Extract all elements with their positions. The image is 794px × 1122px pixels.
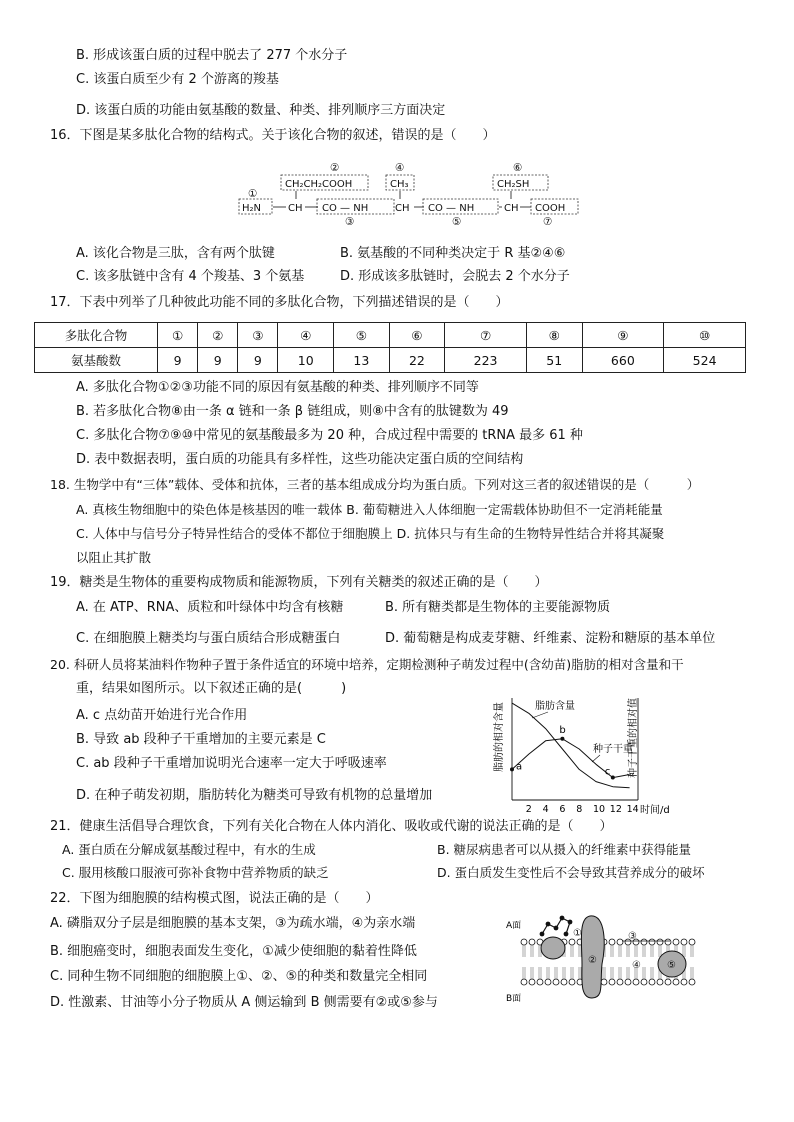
table-cell: 223 [445,348,527,373]
alpha-carbon-1: CH [288,203,303,214]
phospholipid-tail [691,945,693,957]
x-tick-label: 2 [525,804,532,815]
phospholipid-tail [523,945,525,957]
table-cell: ① [158,323,198,348]
membrane-label-5: ⑤ [667,960,676,971]
phospholipid-tail [547,967,549,979]
phospholipid-head [641,979,647,985]
label-5: ⑤ [452,216,462,228]
phospholipid-tail [563,967,565,979]
q18-options-ab: A. 真核生物细胞中的染色体是核基因的唯一载体 B. 葡萄糖进入人体细胞一定需载体协助但不一定消耗能量 [76,502,663,517]
peptide-bond-1: CO — NH [322,203,369,214]
phospholipid-head [601,979,607,985]
label-2: ② [330,162,340,174]
q21-option-b: B. 糖尿病患者可以从摄入的纤维素中获得能量 [437,842,692,857]
phospholipid-tail [683,945,685,957]
q21-stem: 21．健康生活倡导合理饮食，下列有关化合物在人体内消化、吸收或代谢的说法正确的是（ ） [50,819,613,834]
q20-option-a: A. c 点幼苗开始进行光合作用 [76,708,248,723]
phospholipid-head [649,979,655,985]
phospholipid-tail [539,967,541,979]
q22-option-d: D. 性激素、甘油等小分子物质从 A 侧运输到 B 侧需要有②或⑤参与 [50,995,438,1010]
x-tick-label: 4 [542,804,549,815]
table-row [35,348,746,373]
table-header-cell: 多肽化合物 [35,323,158,348]
table-cell: ⑦ [445,323,527,348]
phospholipid-head [529,939,535,945]
phospholipid-head [657,939,663,945]
q19-stem: 19．糖类是生物体的重要构成物质和能源物质，下列有关糖类的叙述正确的是（ ） [50,575,548,590]
phospholipid-tail [651,945,653,957]
q18-options-cd: C. 人体中与信号分子特异性结合的受体不都位于细胞膜上 D. 抗体只与有生命的生物特异性结合并将其凝聚 [76,526,665,541]
table-cell: ⑤ [334,323,390,348]
r-group-4: CH₃ [390,179,409,190]
amino-group: H₂N [242,203,262,214]
point-label-a: a [516,761,523,773]
table-cell: 524 [664,348,746,373]
q16-option-c: C. 该多肽链中含有 4 个羧基、3 个氨基 [76,269,305,284]
table-cell: 9 [238,348,278,373]
phospholipid-tail [651,967,653,979]
q19-option-a: A. 在 ATP、RNA、质粒和叶绿体中均含有核糖 [76,600,344,615]
phospholipid-tail [643,945,645,957]
q17-option-c: C. 多肽化合物⑦⑨⑩中常见的氨基酸最多为 20 种，合成过程中需要的 tRNA 最多 61 种 [76,428,583,443]
phospholipid-head [673,939,679,945]
table-cell: ⑩ [664,323,746,348]
r-group-6: CH₂SH [497,179,530,190]
q21-option-a: A. 蛋白质在分解成氨基酸过程中，有水的生成 [62,842,316,857]
phospholipid-tail [523,967,525,979]
table-cell: ⑥ [389,323,445,348]
membrane-label-2: ② [588,955,597,966]
alpha-carbon-3: CH [504,203,519,214]
q19-option-d: D. 葡萄糖是构成麦芽糖、纤维素、淀粉和糖原的基本单位 [385,631,716,646]
phospholipid-head [689,979,695,985]
q15-option-b: B. 形成该蛋白质的过程中脱去了 277 个水分子 [76,48,348,63]
phospholipid-head [569,939,575,945]
phospholipid-head [569,979,575,985]
phospholipid-tail [571,967,573,979]
chart-y-label-right: 种子干重的相对值 [628,698,639,778]
q22-stem: 22．下图为细胞膜的结构模式图，说法正确的是（ ） [50,891,379,906]
q21-option-c: C. 服用核酸口服液可弥补食物中营养物质的缺乏 [62,865,329,880]
q22-option-b: B. 细胞癌变时，细胞表面发生变化，①减少使细胞的黏着性降低 [50,944,417,959]
polypeptide-table [34,322,746,373]
q20-option-c: C. ab 段种子干重增加说明光合速率一定大于呼吸速率 [76,756,387,771]
x-tick-label: 8 [576,804,583,815]
phospholipid-head [553,979,559,985]
phospholipid-head [617,939,623,945]
x-tick-label: 6 [559,804,566,815]
membrane-label-4: ④ [632,960,641,971]
q18-option-d-cont: 以阻止其扩散 [76,550,152,565]
series-label-dry-weight: 种子干重 [593,744,633,755]
phospholipid-tail [531,945,533,957]
q17-stem: 17．下表中列举了几种彼此功能不同的多肽化合物，下列描述错误的是（ ） [50,295,509,310]
phospholipid-tail [579,945,581,957]
side-b-label: B面 [506,994,522,1004]
table-cell: 51 [526,348,582,373]
phospholipid-tail [611,967,613,979]
phospholipid-head [665,979,671,985]
q17-option-d: D. 表中数据表明，蛋白质的功能具有多样性，这些功能决定蛋白质的空间结构 [76,452,524,467]
label-3: ③ [345,216,355,228]
point-label-b: b [559,724,566,736]
cell-membrane-diagram [502,906,707,1006]
phospholipid-head [681,939,687,945]
phospholipid-head [521,979,527,985]
table-cell: ③ [238,323,278,348]
alpha-carbon-2: CH [395,203,410,214]
phospholipid-tail [611,945,613,957]
phospholipid-head [609,979,615,985]
q19-option-c: C. 在细胞膜上糖类均与蛋白质结合形成糖蛋白 [76,631,341,646]
table-cell: 9 [198,348,238,373]
phospholipid-tail [659,945,661,957]
q20-option-b: B. 导致 ab 段种子干重增加的主要元素是 C [76,732,326,747]
table-cell: ⑧ [526,323,582,348]
phospholipid-tail [619,945,621,957]
carboxyl-group: COOH [535,203,566,214]
point-b [560,737,564,741]
phospholipid-head [657,979,663,985]
q20-option-d: D. 在种子萌发初期，脂肪转化为糖类可导致有机物的总量增加 [76,788,433,803]
table-cell: ⑨ [582,323,664,348]
phospholipid-head [625,979,631,985]
phospholipid-head [649,939,655,945]
phospholipid-tail [635,945,637,957]
q15-option-d: D. 该蛋白质的功能由氨基酸的数量、种类、排列顺序三方面决定 [76,103,446,118]
peptide-bond-2: CO — NH [428,203,475,214]
membrane-label-1: ① [573,928,582,939]
phospholipid-head [681,979,687,985]
series-label-fat: 脂肪含量 [535,701,575,712]
phospholipid-head [537,979,543,985]
q17-option-b: B. 若多肽化合物⑧由一条 α 链和一条 β 链组成，则⑧中含有的肽键数为 49 [76,404,509,419]
phospholipid-tail [627,945,629,957]
phospholipid-head [641,939,647,945]
point-c [611,776,615,780]
peripheral-protein [541,937,565,959]
table-cell: ② [198,323,238,348]
side-a-label: A面 [506,921,522,931]
q20-stem-line2: 重，结果如图所示。以下叙述正确的是( ) [76,681,347,696]
seed-germination-chart [488,692,674,816]
q17-option-a: A. 多肽化合物①②③功能不同的原因有氨基酸的种类、排列顺序不同等 [76,380,479,395]
q22-option-c: C. 同种生物不同细胞的细胞膜上①、②、⑤的种类和数量完全相同 [50,969,428,984]
phospholipid-tail [619,967,621,979]
x-tick-label: 12 [609,804,622,815]
label-4: ④ [395,162,405,174]
phospholipid-tail [643,967,645,979]
phospholipid-head [673,979,679,985]
table-row [35,323,746,348]
phospholipid-tail [691,967,693,979]
q20-stem-line1: 20. 科研人员将某油料作物种子置于条件适宜的环境中培养，定期检测种子萌发过程中(含幼苗)脂肪的相对含量和干 [50,657,684,672]
phospholipid-head [545,979,551,985]
table-cell: 13 [334,348,390,373]
q16-stem: 16．下图是某多肽化合物的结构式。关于该化合物的叙述，错误的是（ ） [50,128,496,143]
table-cell: 10 [278,348,334,373]
phospholipid-head [665,939,671,945]
label-1: ① [248,188,258,200]
table-cell: ④ [278,323,334,348]
q16-option-a: A. 该化合物是三肽，含有两个肽键 [76,246,275,261]
phospholipid-head [633,979,639,985]
phospholipid-tail [531,967,533,979]
q19-option-b: B. 所有糖类都是生物体的主要能源物质 [385,600,611,615]
x-tick-label: 14 [626,804,639,815]
phospholipid-tail [571,945,573,957]
peptide-structure-formula [238,160,583,232]
membrane-label-3: ③ [628,931,637,942]
table-cell: 22 [389,348,445,373]
phospholipid-head [561,979,567,985]
table-header-cell: 氨基酸数 [35,348,158,373]
phospholipid-head [609,939,615,945]
q21-option-d: D. 蛋白质发生变性后不会导致其营养成分的破坏 [437,865,705,880]
r-group-2: CH₂CH₂COOH [285,179,353,190]
q22-option-a: A. 磷脂双分子层是细胞膜的基本支架，③为疏水端，④为亲水端 [50,916,416,931]
x-tick-label: 10 [593,804,606,815]
label-6: ⑥ [513,162,523,174]
chart-y-label-left: 脂肪的相对含量 [494,702,505,772]
q16-option-b: B. 氨基酸的不同种类决定于 R 基②④⑥ [340,246,566,261]
q15-option-c: C. 该蛋白质至少有 2 个游离的羧基 [76,72,279,87]
phospholipid-tail [555,967,557,979]
phospholipid-head [529,979,535,985]
phospholipid-tail [603,967,605,979]
phospholipid-tail [579,967,581,979]
q16-option-d: D. 形成该多肽链时，会脱去 2 个水分子 [340,269,570,284]
phospholipid-head [521,939,527,945]
table-cell: 9 [158,348,198,373]
label-7: ⑦ [543,216,553,228]
phospholipid-head [689,939,695,945]
q18-stem: 18. 生物学中有“三体”载体、受体和抗体，三者的基本组成成分均为蛋白质。下列对这三者的叙述错误的是（ ） [50,477,700,492]
point-label-c: c [604,766,611,778]
phospholipid-tail [627,967,629,979]
point-a [510,767,514,771]
chart-x-label: 时间/d [640,805,670,816]
table-cell: 660 [582,348,664,373]
phospholipid-head [617,979,623,985]
